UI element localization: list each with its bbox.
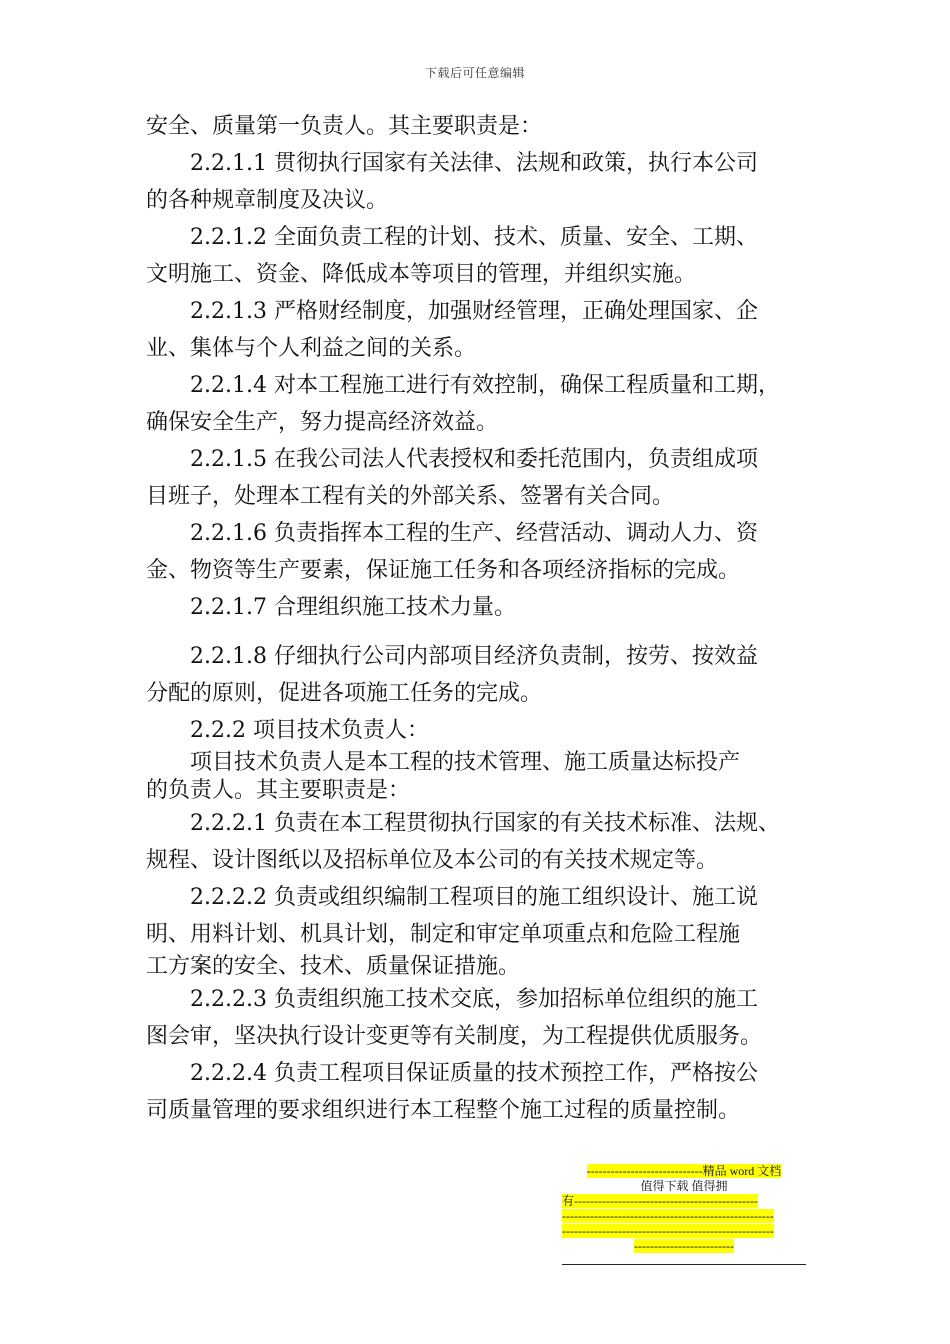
- clause-2-2-2-1: 2.2.2.1 负责在本工程贯彻执行国家的有关技术标准、法规、: [190, 811, 780, 836]
- footer-line-4: -----------------------------------------------------: [562, 1209, 774, 1223]
- clause-2-2-1-8: 2.2.1.8 仔细执行公司内部项目经济负责制，按劳、按效益: [190, 644, 758, 669]
- text-line: 分配的原则，促进各项施工任务的完成。: [146, 681, 543, 706]
- text-line: 目班子，处理本工程有关的外部关系、签署有关合同。: [146, 484, 675, 509]
- text-line: 金、物资等生产要素，保证施工任务和各项经济指标的完成。: [146, 558, 741, 583]
- footer-rule-divider: [562, 1264, 806, 1265]
- clause-2-2-1-7: 2.2.1.7 合理组织施工技术力量。: [190, 595, 516, 620]
- text-line: 业、集体与个人利益之间的关系。: [146, 336, 477, 361]
- clause-2-2-2-4: 2.2.2.4 负责工程项目保证质量的技术预控工作，严格按公: [190, 1061, 758, 1086]
- footer-line-1: -----------------------------精品 word 文档: [586, 1164, 782, 1178]
- clause-2-2-2-3: 2.2.2.3 负责组织施工技术交底，参加招标单位组织的施工: [190, 987, 758, 1012]
- footer-line-6: -------------------------: [634, 1239, 734, 1253]
- clause-2-2-1-5: 2.2.1.5 在我公司法人代表授权和委托范围内，负责组成项: [190, 447, 758, 472]
- footer-line-2: 值得下载 值得拥: [640, 1179, 728, 1193]
- text-line: 规程、设计图纸以及招标单位及本公司的有关技术规定等。: [146, 848, 719, 873]
- footer-line-3: 有----------------------------------------------: [562, 1194, 758, 1208]
- text-line: 的各种规章制度及决议。: [146, 188, 389, 213]
- clause-2-2-1-4: 2.2.1.4 对本工程施工进行有效控制，确保工程质量和工期，: [190, 373, 780, 398]
- clause-2-2-2-2: 2.2.2.2 负责或组织编制工程项目的施工组织设计、施工说: [190, 885, 758, 910]
- footer-watermark-note: [562, 1164, 806, 1254]
- section-2-2-2-heading: 2.2.2 项目技术负责人：: [190, 718, 429, 743]
- document-body: [146, 108, 826, 1129]
- text-line: 安全、质量第一负责人。其主要职责是：: [146, 114, 543, 139]
- text-line: 文明施工、资金、降低成本等项目的管理，并组织实施。: [146, 262, 697, 287]
- footer-line-5: -----------------------------------------------------: [562, 1224, 774, 1238]
- text-line: 的负责人。其主要职责是：: [146, 778, 411, 803]
- clause-2-2-1-2: 2.2.1.2 全面负责工程的计划、技术、质量、安全、工期、: [190, 225, 758, 250]
- text-line: 项目技术负责人是本工程的技术管理、施工质量达标投产: [190, 750, 741, 775]
- page-header-note: 下载后可任意编辑: [424, 66, 525, 80]
- text-line: 明、用料计划、机具计划，制定和审定单项重点和危险工程施: [146, 922, 741, 947]
- clause-2-2-1-1: 2.2.1.1 贯彻执行国家有关法律、法规和政策，执行本公司: [190, 151, 758, 176]
- clause-2-2-1-3: 2.2.1.3 严格财经制度，加强财经管理，正确处理国家、企: [190, 299, 758, 324]
- text-line: 工方案的安全、技术、质量保证措施。: [146, 954, 521, 979]
- text-line: 确保安全生产，努力提高经济效益。: [146, 410, 499, 435]
- text-line: 司质量管理的要求组织进行本工程整个施工过程的质量控制。: [146, 1098, 741, 1123]
- text-line: 图会审，坚决执行设计变更等有关制度，为工程提供优质服务。: [146, 1024, 763, 1049]
- clause-2-2-1-6: 2.2.1.6 负责指挥本工程的生产、经营活动、调动人力、资: [190, 521, 758, 546]
